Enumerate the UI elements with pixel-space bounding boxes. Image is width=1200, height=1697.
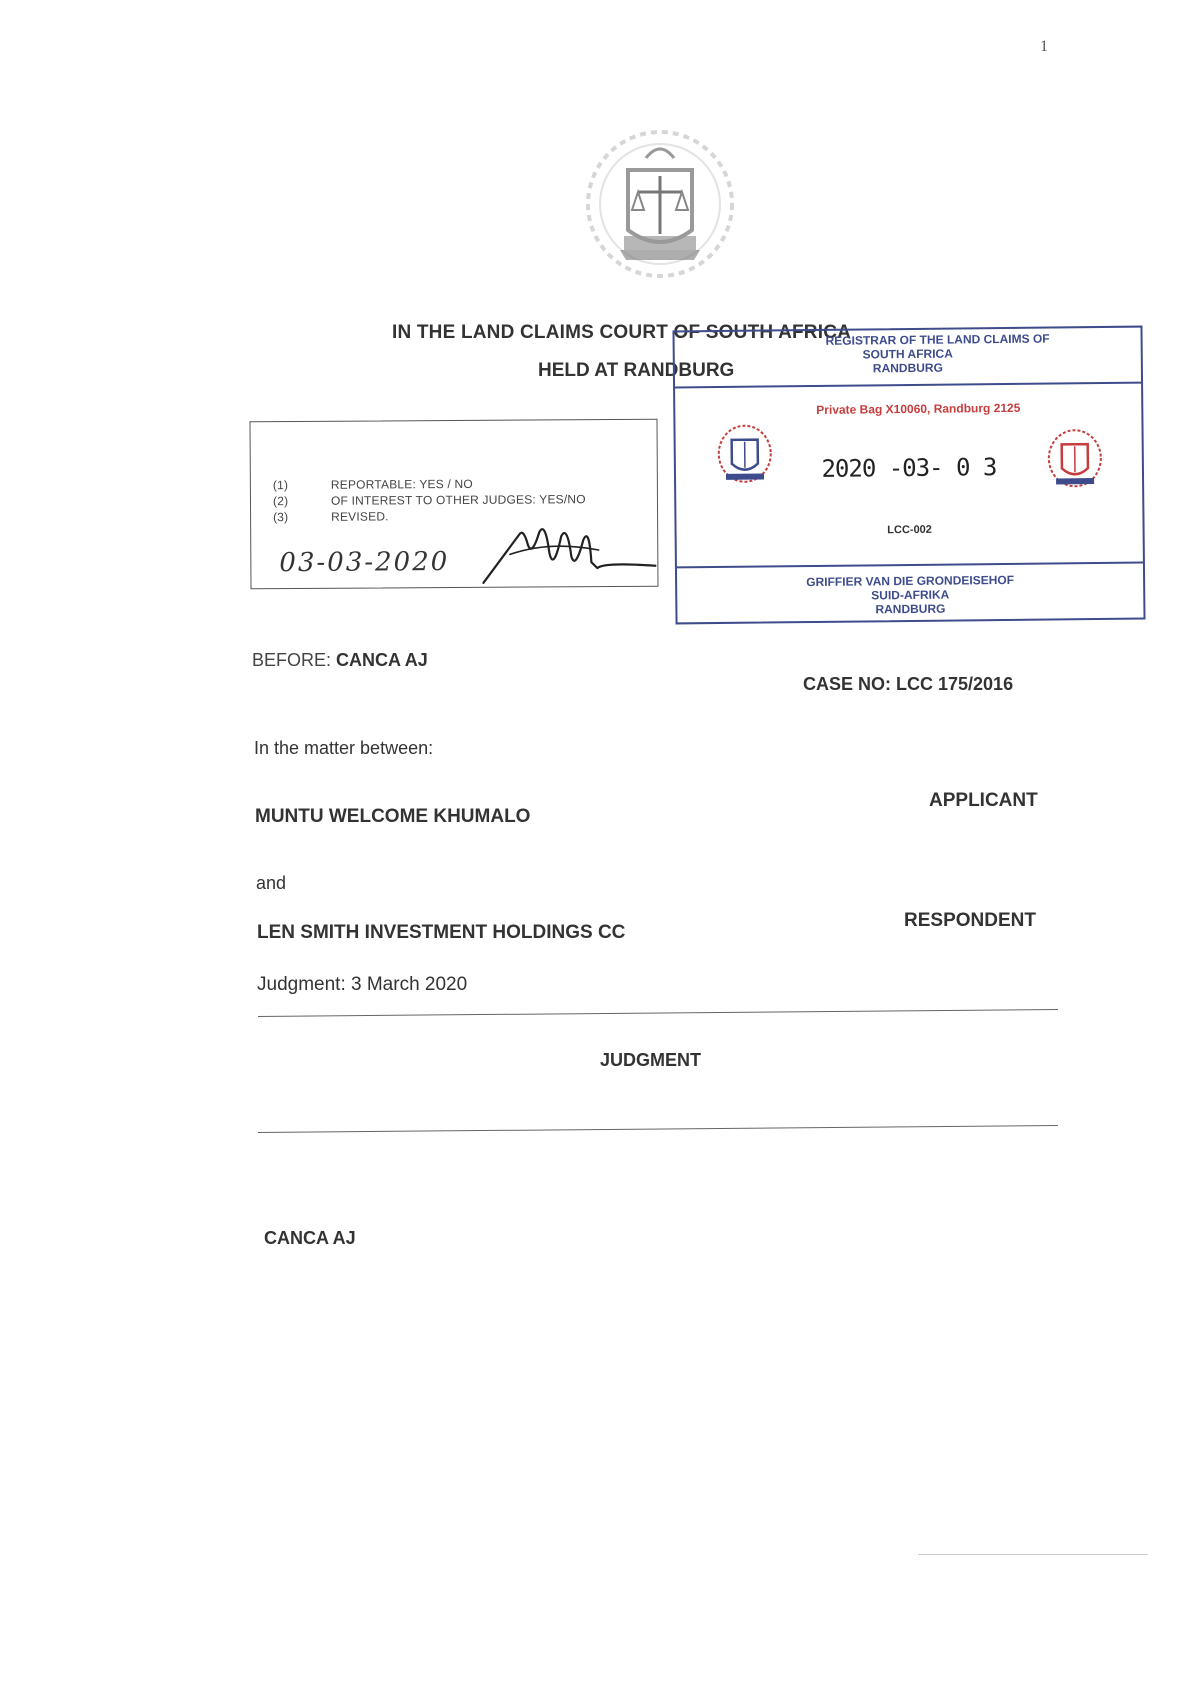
stamp-footer [677,562,1144,623]
item-number: (2) [272,494,289,509]
court-location: HELD AT RANDBURG [538,360,735,381]
applicant-name: MUNTU WELCOME KHUMALO [255,806,531,827]
applicant-role: APPLICANT [929,790,1038,811]
stamp-header-line2: SOUTH AFRICA [862,346,953,362]
stamp-footer-line2: SUID-AFRIKA [871,587,950,603]
stamp-header-line1: REGISTRAR OF THE LAND CLAIMS OF [825,331,1050,348]
item-text: OF INTEREST TO OTHER JUDGES: YES/NO [330,492,586,508]
reportable-box [249,419,658,589]
registrar-stamp [672,326,1145,625]
respondent-role: RESPONDENT [904,910,1036,931]
stamp-footer-line1: GRIFFIER VAN DIE GRONDEISEHOF [806,572,1015,590]
before-line [252,650,428,671]
court-crest-icon [580,118,740,294]
before-judge: CANCA AJ [336,650,428,670]
divider [258,1009,1058,1017]
handwritten-date: 03-03-2020 [279,547,450,579]
author-heading: CANCA AJ [264,1228,356,1248]
scan-artifact-line [918,1554,1148,1555]
reportable-item [273,477,473,492]
page-number: 1 [1040,38,1048,55]
divider [258,1125,1058,1133]
stamp-date: 2020 -03- 0 3 [821,453,997,483]
judgment-heading: JUDGMENT [600,1050,702,1070]
interest-item [273,492,586,508]
stamp-address: Private Bag X10060, Randburg 2125 [816,400,1021,417]
item-text: REVISED. [331,509,389,524]
matter-intro: In the matter between: [254,738,434,758]
case-number: CASE NO: LCC 175/2016 [803,674,1014,694]
stamp-footer-line3: RANDBURG [875,601,946,617]
item-number: (1) [272,478,289,493]
stamp-header-line3: RANDBURG [872,360,943,376]
stamp-code: LCC-002 [887,523,932,537]
stamp-crest-icon [1046,428,1105,491]
signature-icon [479,522,659,587]
stamp-header [674,328,1141,389]
revised-item [273,509,389,524]
item-number: (3) [273,510,289,525]
court-title: IN THE LAND CLAIMS COURT OF SOUTH AFRICA [392,322,852,343]
respondent-name: LEN SMITH INVESTMENT HOLDINGS CC [257,922,626,943]
before-label: BEFORE: [252,650,332,670]
judgment-date: Judgment: 3 March 2020 [257,974,468,995]
conjunction: and [256,873,287,893]
item-text: REPORTABLE: YES / NO [330,476,473,492]
